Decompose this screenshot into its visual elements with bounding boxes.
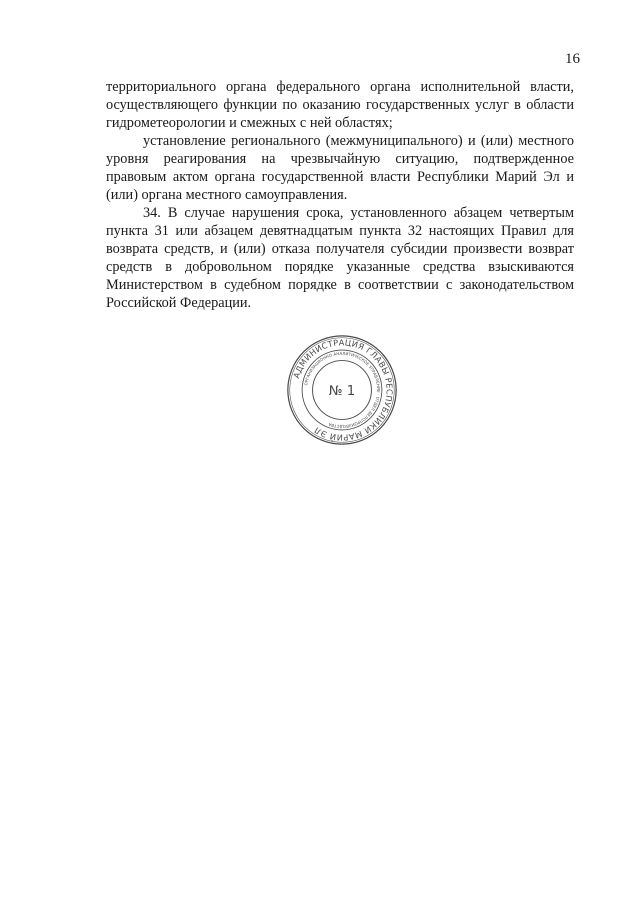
seal-center-text: № 1: [328, 383, 356, 399]
seal-stamp-icon: [285, 333, 399, 447]
document-body: [106, 78, 574, 312]
seal-inner-text: ОРГАНИЗАЦИОННО-АНАЛИТИЧЕСКОЕ УПРАВЛЕНИЕ · ОТДЕЛ ДЕЛОПРОИЗВОДСТВА: [303, 350, 382, 430]
paragraph-1: территориального органа федерального органа исполнительной власти, осуществляющего функции по оказанию государственных услуг в области гидрометеорологии и смежных с ней областях;: [106, 79, 574, 131]
paragraph-2: установление регионального (межмуниципального) и (или) местного уровня реагирования на чрезвычайную ситуацию, подтвержденное правовым актом органа государственной власти Республики Марий Эл и (или) органа местного самоуправления.: [106, 133, 574, 203]
page-number: 16: [565, 51, 580, 67]
official-seal: [285, 333, 399, 447]
seal-outer-text: АДМИНИСТРАЦИЯ ГЛАВЫ РЕСПУБЛИКИ МАРИЙ ЭЛ: [291, 337, 395, 443]
paragraph-3: 34. В случае нарушения срока, установленного абзацем четвертым пункта 31 или абзацем девятнадцатым пункта 32 настоящих Правил для возврата средств, и (или) отказа получателя субсидии произвести возврат средств в добровольном порядке указанные средства взыскиваются Министерством в судебном порядке в соответствии с законодательством Российской Федерации.: [106, 205, 574, 311]
